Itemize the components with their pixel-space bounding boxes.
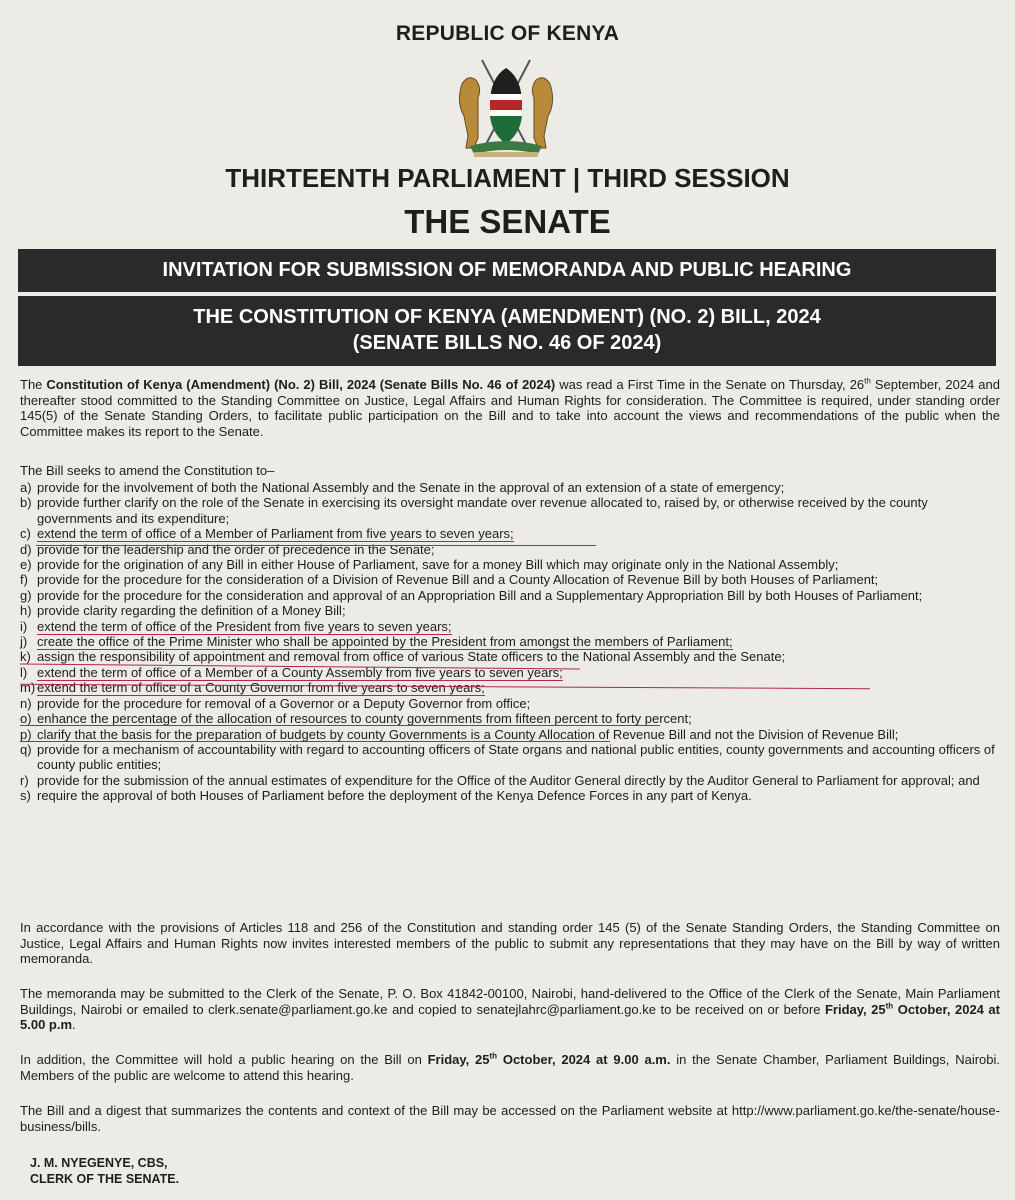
intro-paragraph [20, 377, 1000, 439]
list-item-letter: f) [20, 572, 28, 588]
invitation-banner [18, 249, 996, 292]
list-item-letter: s) [20, 788, 31, 804]
list-item [20, 696, 1005, 711]
list-item-letter: i) [20, 618, 28, 634]
signature-block [30, 1155, 179, 1187]
memoranda-before: to be received on or before [655, 1001, 825, 1017]
list-item-text: provide for a mechanism of accountability with regard to accounting officers of State organs and national public entities, county governments and accounting officers of county public entities; [37, 741, 995, 773]
list-item-text-highlighted: create the office of the Prime Minister who shall be appointed by the President from amongst the members of Parliament; [37, 634, 733, 650]
hearing-date: Friday, 25 [427, 1052, 490, 1067]
list-item-text: provide for the involvement of both the National Assembly and the Senate in the approval of an extension of a state of emergency; [37, 480, 785, 495]
list-item-text: provide further clarify on the role of the Senate in exercising its oversight mandate over revenue allocated to, raised by, or otherwise received by the county governments and its expenditure; [37, 495, 928, 526]
memoranda-end: . [72, 1017, 76, 1032]
list-item-letter: c) [20, 526, 31, 542]
list-item [20, 526, 1005, 541]
hearing-rest: in the Senate Chamber, Parliament Buildings, Nairobi. Members of the public are welcome to attend this hearing. [20, 1052, 1000, 1083]
hearing-text: In addition, the Committee will hold a public hearing on the Bill on [20, 1052, 428, 1067]
list-item-letter: o) [20, 711, 32, 727]
invitation-text: INVITATION FOR SUBMISSION OF MEMORANDA AND PUBLIC HEARING [162, 259, 852, 281]
list-item [20, 649, 1005, 664]
intro-ordinal: th [864, 376, 871, 386]
coat-of-arms-icon [452, 54, 560, 158]
list-item [20, 788, 1005, 803]
bill-title-line-1: THE CONSTITUTION OF KENYA (AMENDMENT) (NO. 2) BILL, 2024 [193, 306, 821, 328]
list-item [20, 557, 1005, 572]
list-item-letter: n) [20, 695, 32, 711]
list-item-text: provide for the procedure for the consideration and approval of an Appropriation Bill and a Supplementary Appropriation Bill by both Houses of Parliament; [37, 587, 923, 603]
senate-heading: THE SENATE [404, 203, 611, 240]
list-item [20, 572, 1005, 587]
intro-read-text: was read a First Time in the Senate on Thursday, 26 [555, 377, 865, 392]
committee-email-link[interactable]: senatejlahrc@parliament.go.ke [476, 1001, 656, 1017]
list-item-text-highlighted: extend the term of office of the President from five years to seven years; [37, 618, 452, 634]
website-paragraph: The Bill and a digest that summarizes the contents and context of the Bill may be accessed on the Parliament website at http://www.parliament.go.ke/the-senate/house-business/bills. [20, 1103, 1000, 1134]
list-item-letter: m) [20, 680, 36, 696]
list-item [20, 742, 1005, 773]
signatory-name: J. M. NYEGENYE, CBS, [30, 1156, 168, 1170]
memoranda-paragraph [20, 986, 1000, 1033]
list-item [20, 727, 1005, 742]
intro-bill-name: Constitution of Kenya (Amendment) (No. 2) Bill, 2024 (Senate Bills No. 46 of 2024) [46, 377, 556, 392]
list-item [20, 619, 1005, 634]
clerk-email-link[interactable]: clerk.senate@parliament.go.ke [208, 1001, 388, 1017]
list-item-letter: g) [20, 587, 32, 603]
list-item-text: require the approval of both Houses of Parliament before the deployment of the Kenya Defence Forces in any part of Kenya. [37, 788, 752, 804]
hearing-ordinal: th [489, 1051, 498, 1061]
list-item [20, 495, 1005, 526]
purpose-intro: The Bill seeks to amend the Constitution to– [20, 463, 275, 478]
list-item [20, 588, 1005, 603]
deadline-date: Friday, 25 [824, 1001, 886, 1017]
list-item-letter: r) [20, 772, 29, 788]
list-item [20, 603, 1005, 618]
pen-underline [36, 545, 596, 546]
list-item-letter: b) [20, 495, 32, 511]
list-item [20, 773, 1005, 788]
hearing-time: October, 2024 at 9.00 a.m. [497, 1052, 671, 1067]
accordance-paragraph: In accordance with the provisions of Articles 118 and 256 of the Constitution and standing order 145 (5) of the Senate Standing Orders, the Standing Committee on Justice, Legal Affairs and Human Rights now invites interested members of the public to submit any representations that they may have on the Bill by way of written memoranda. [20, 920, 1000, 966]
list-item-text-highlighted: extend the term of office of a County Governor from five years to seven years; [37, 680, 485, 696]
intro-rest: September, 2024 and thereafter stood committed to the Standing Committee on Justice, Legal Affairs and Human Rights for consideration. The Committee is required, under standing order 145(5) of the Senate Standing Orders, to facilitate public participation on the Bill and to take into account the views and recommendations of the public when the Committee makes its report to the Senate. [20, 377, 1000, 439]
memoranda-text: The memoranda may be submitted to the Clerk of the Senate, P. O. Box 41842-00100, Nairobi, hand-delivered to the Office of the Clerk of the Senate, Main Parliament Buildings, Nairobi or emailed to [20, 986, 1000, 1017]
list-item-text-highlighted: extend the term of office of a Member of Parliament from five years to seven years; [37, 526, 514, 542]
list-item-text: provide for the procedure for the consideration of a Division of Revenue Bill and a County Allocation of Revenue Bill by both Houses of Parliament; [37, 572, 879, 588]
pen-underline [20, 725, 660, 726]
memoranda-mid: and copied to [387, 1001, 477, 1017]
list-item-letter: d) [20, 541, 32, 557]
list-item-letter: k) [20, 649, 31, 665]
parliament-heading: THIRTEENTH PARLIAMENT | THIRD SESSION [225, 163, 790, 193]
list-item-text: provide for the origination of any Bill in either House of Parliament, save for a money Bill which may originate only in the National Assembly; [37, 557, 839, 573]
intro-lead: The [20, 377, 47, 392]
list-item-letter: p) [20, 726, 32, 742]
deadline-time: October, 2024 at 5.00 p.m [20, 1001, 1000, 1032]
list-item-text: provide clarity regarding the definition of a Money Bill; [37, 603, 346, 619]
list-item-text: provide for the leadership and the order of precedence in the Senate; [37, 541, 435, 557]
list-item [20, 480, 1005, 495]
list-item-letter: l) [20, 664, 28, 680]
list-item-text: provide for the submission of the annual estimates of expenditure for the Office of the Auditor General directly by the Auditor General to Parliament for approval; and [37, 772, 980, 788]
republic-heading: REPUBLIC OF KENYA [395, 22, 620, 45]
bill-title-line-2: (SENATE BILLS NO. 46 OF 2024) [352, 332, 662, 354]
amendment-list [20, 480, 1005, 804]
list-item-letter: e) [20, 557, 32, 573]
pen-underline [20, 741, 610, 742]
bill-title-banner [18, 296, 996, 366]
hearing-paragraph [20, 1052, 1000, 1083]
list-item-letter: a) [20, 480, 32, 495]
list-item-letter: q) [20, 741, 32, 757]
signatory-title: CLERK OF THE SENATE. [30, 1172, 180, 1186]
list-item-text: provide for the procedure for removal of a Governor or a Deputy Governor from office; [37, 695, 531, 711]
list-item-text: clarify that the basis for the preparation of budgets by county Governments is a County Allocation of Revenue Bill and not the Division of Revenue Bill; [37, 726, 899, 742]
list-item [20, 634, 1005, 649]
deadline-ordinal: th [885, 1001, 894, 1011]
list-item-letter: j) [20, 634, 28, 650]
list-item-text-highlighted: extend the term of office of a Member of a County Assembly from five years to seven years; [37, 664, 563, 680]
list-item-text: assign the responsibility of appointment and removal from office of various State officers to the National Assembly and the Senate; [37, 649, 786, 665]
list-item-text: enhance the percentage of the allocation of resources to county governments from fifteen percent to forty percent; [37, 711, 692, 727]
list-item [20, 542, 1005, 557]
list-item-letter: h) [20, 603, 32, 619]
